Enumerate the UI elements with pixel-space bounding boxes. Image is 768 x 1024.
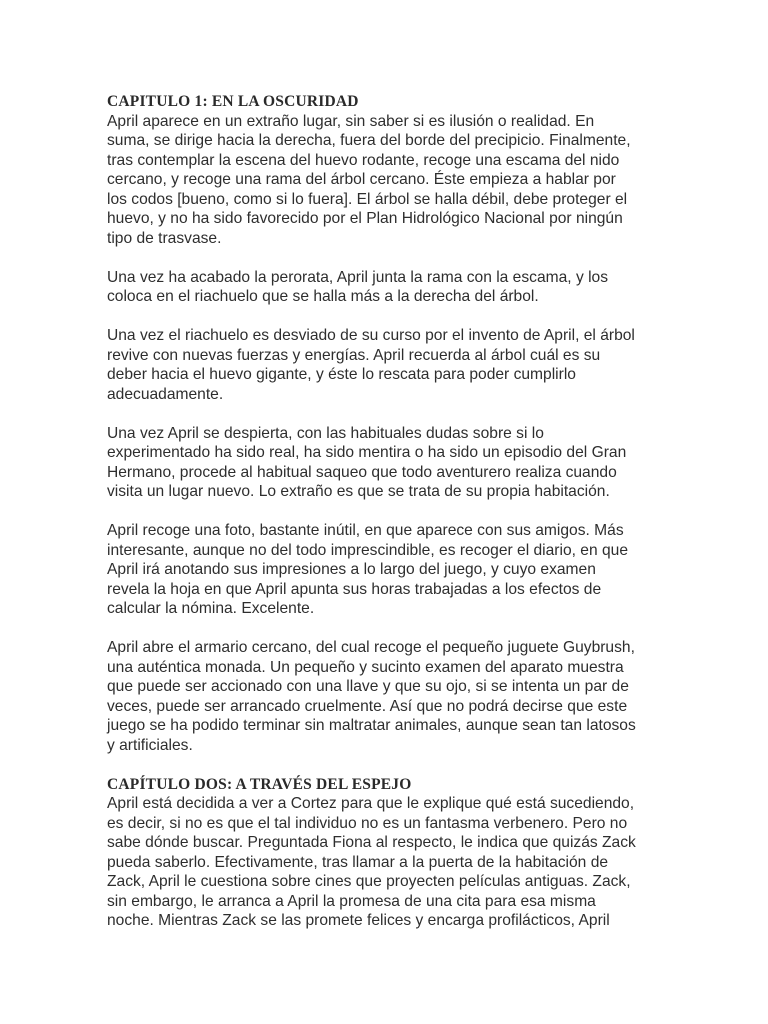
text-line: interesante, aunque no del todo imprescindible, es recoger el diario, en que — [107, 541, 628, 559]
chapter-1-paragraph-5 — [107, 521, 667, 619]
text-line: visita un lugar nuevo. Lo extraño es que se trata de su propia habitación. — [107, 483, 610, 500]
text-line: suma, se dirige hacia la derecha, fuera del borde del precipicio. Finalmente, — [107, 132, 631, 149]
text-line: April está decidida a ver a Cortez para que le explique qué está sucediendo, — [107, 795, 635, 812]
chapter-1-paragraph-6 — [107, 638, 667, 755]
text-line: que puede ser accionado con una llave y que su ojo, si se intenta un par de — [107, 678, 629, 695]
chapter-2-title: CAPÍTULO DOS: A TRAVÉS DEL ESPEJO — [107, 775, 412, 793]
chapter-1 — [107, 92, 667, 755]
text-line: Una vez ha acabado la perorata, April junta la rama con la escama, y los — [107, 268, 609, 286]
text-line: deber hacia el huevo gigante, y éste lo rescata para poder cumplirlo — [107, 366, 576, 383]
chapter-1-paragraph-3 — [107, 326, 667, 404]
chapter-2 — [107, 775, 667, 931]
text-line: juego se ha podido terminar sin maltratar animales, aunque sean tan latosos — [107, 717, 636, 734]
text-line: experimentado ha sido real, ha sido mentira o ha sido un episodio del Gran — [107, 444, 627, 461]
text-line: tipo de trasvase. — [107, 229, 222, 247]
text-line: cercano, y recoge una rama del árbol cercano. Éste empieza a hablar por — [107, 171, 616, 188]
chapter-1-paragraph-4 — [107, 424, 667, 502]
text-line: April irá anotando sus impresiones a lo largo del juego, y cuyo examen — [107, 561, 596, 578]
text-line: una auténtica monada. Un pequeño y sucinto examen del aparato muestra — [107, 658, 624, 676]
text-line: sabe dónde buscar. Preguntada Fiona al respecto, le indica que quizás Zack — [107, 834, 636, 851]
text-line: Una vez April se despierta, con las habituales dudas sobre si lo — [107, 424, 544, 442]
text-line: y artificiales. — [107, 736, 193, 754]
chapter-1-paragraph-2 — [107, 268, 667, 307]
document-page — [107, 92, 667, 950]
text-line: adecuadamente. — [107, 385, 224, 403]
text-line: noche. Mientras Zack se las promete felices y encarga profilácticos, April — [107, 912, 610, 929]
text-line: es decir, si no es que el tal individuo no es un fantasma verbenero. Pero no — [107, 814, 628, 832]
text-line: tras contemplar la escena del huevo rodante, recoge una escama del nido — [107, 151, 620, 169]
chapter-1-title: CAPITULO 1: EN LA OSCURIDAD — [107, 93, 359, 110]
text-line: Zack, April le cuestiona sobre cines que proyecten películas antiguas. Zack, — [107, 873, 631, 890]
chapter-2-paragraph-1 — [107, 794, 667, 931]
text-line: coloca en el riachuelo que se halla más a la derecha del árbol. — [107, 288, 539, 305]
text-line: April recoge una foto, bastante inútil, en que aparece con sus amigos. Más — [107, 522, 624, 539]
text-line: revive con nuevas fuerzas y energías. April recuerda al árbol cuál es su — [107, 346, 601, 364]
text-line: huevo, y no ha sido favorecido por el Plan Hidrológico Nacional por ningún — [107, 210, 623, 227]
chapter-1-paragraph-1 — [107, 112, 667, 249]
text-line: los codos [bueno, como si lo fuera]. El árbol se halla débil, debe proteger el — [107, 190, 628, 208]
text-line: Una vez el riachuelo es desviado de su curso por el invento de April, el árbol — [107, 327, 635, 344]
text-line: April aparece en un extraño lugar, sin saber si es ilusión o realidad. En — [107, 112, 595, 130]
text-line: Hermano, procede al habitual saqueo que todo aventurero realiza cuando — [107, 463, 617, 481]
text-line: calcular la nómina. Excelente. — [107, 600, 315, 617]
text-line: April abre el armario cercano, del cual recoge el pequeño juguete Guybrush, — [107, 639, 635, 656]
text-line: sin embargo, le arranca a April la promesa de una cita para esa misma — [107, 892, 596, 910]
text-line: pueda saberlo. Efectivamente, tras llamar a la puerta de la habitación de — [107, 853, 609, 871]
text-line: revela la hoja en que April apunta sus horas trabajadas a los efectos de — [107, 580, 602, 598]
text-line: veces, puede ser arrancado cruelmente. Así que no podrá decirse que este — [107, 697, 628, 715]
